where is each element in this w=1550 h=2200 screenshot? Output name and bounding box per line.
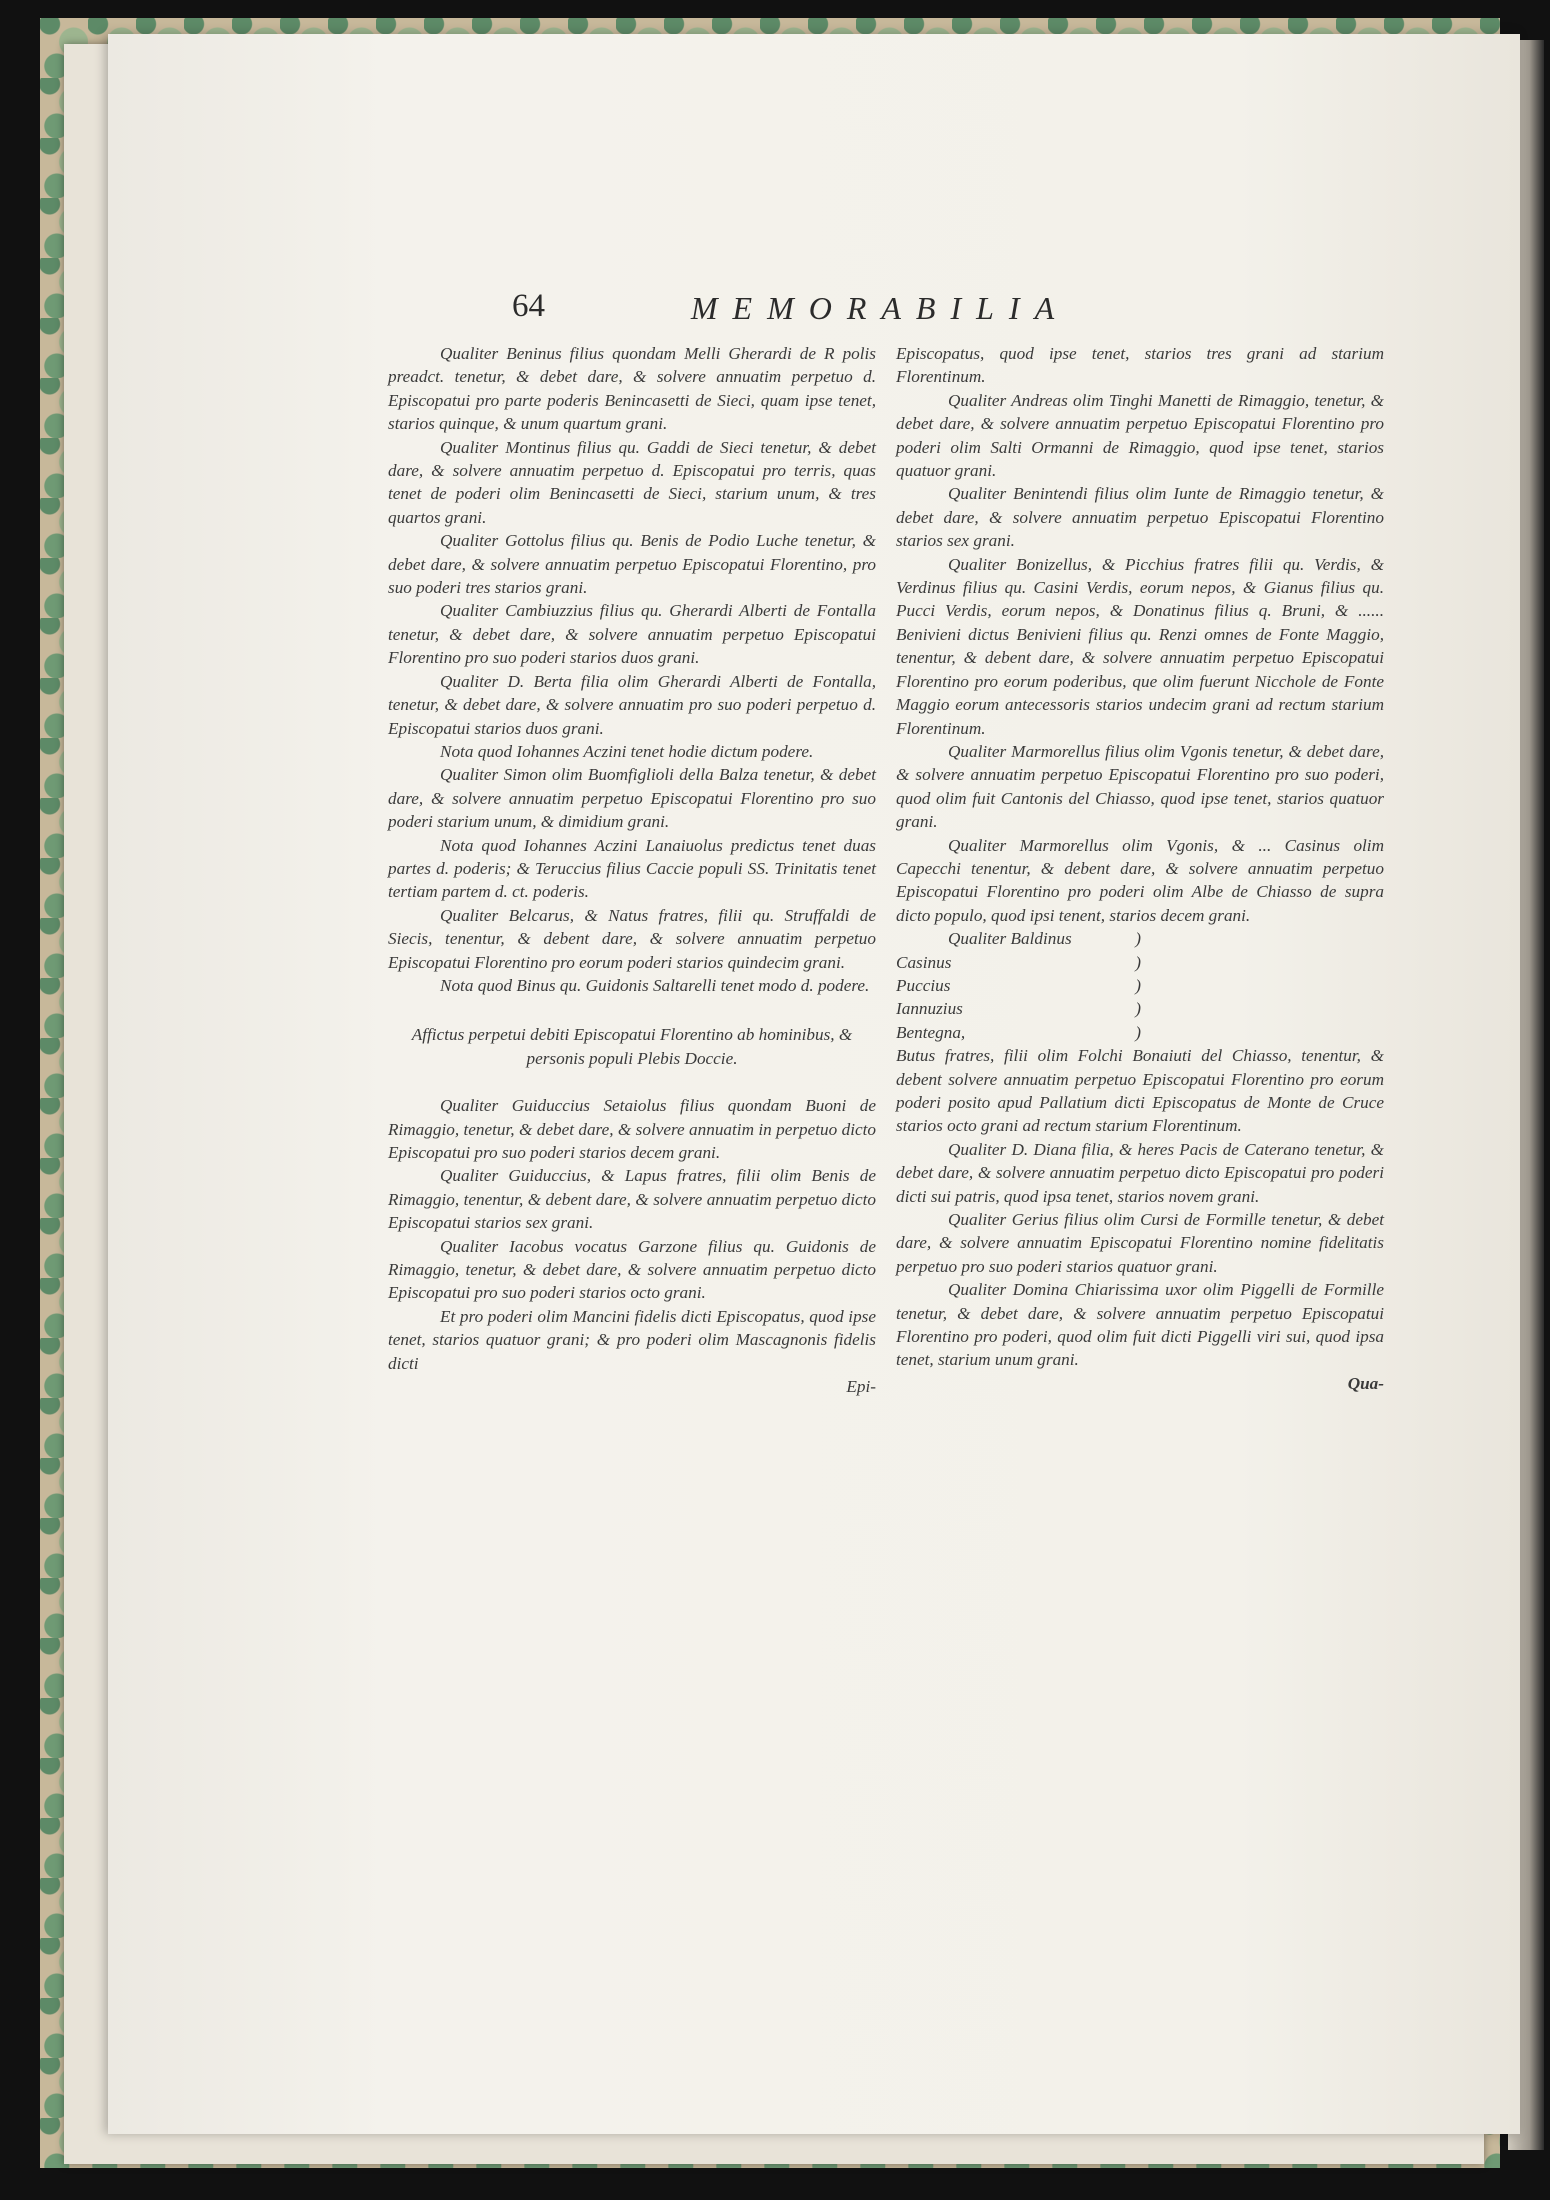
paragraph: Nota quod Binus qu. Guidonis Saltarelli tenet modo d. podere. <box>440 975 870 995</box>
running-title: MEMORABILIA <box>690 290 1070 326</box>
paragraph: Qualiter Bonizellus, & Picchius fratres filii qu. Verdis, & Verdinus filius qu. Casini Verdis, eorum nepos, & Gianus filius qu. Pucci Verdis, eorum nepos, & Donatinus filius q. Bruni, & ...... Benivieni dictus Benivieni filius qu. Renzi omnes de Fonte Maggio, tenentur, & debent dare, & solvere annuatim perpetuo Episcopatui Florentino pro eorum poderibus, que olim fuerunt Nicchole de Fonte Maggio eorum antecessoris starios undecim grani ad rectum starium Florentinum. <box>896 554 1384 738</box>
catchword: Epi- <box>846 1377 876 1397</box>
paragraph: Qualiter Gottolus filius qu. Benis de Podio Luche tenetur, & debet dare, & solvere annuatim perpetuo Episcopatui Florentino, pro suo poderi tres starios grani. <box>388 531 876 598</box>
paragraph: Qualiter Benintendi filius olim Iunte de Rimaggio tenetur, & debet dare, & solvere annuatim perpetuo Episcopatui Florentino starios sex grani. <box>896 484 1384 551</box>
paragraph: Qualiter Iacobus vocatus Garzone filius qu. Guidonis de Rimaggio, tenetur, & debet dare, & solvere annuatim perpetuo dicto Episcopatui pro suo poderi starios octo grani. <box>388 1236 876 1303</box>
list-item: Casinus ) <box>896 952 1141 972</box>
page-header <box>512 286 1248 334</box>
paragraph: Nota quod Iohannes Aczini tenet hodie dictum podere. <box>440 741 814 761</box>
paragraph: Episcopatus, quod ipse tenet, starios tres grani ad starium Florentinum. <box>896 344 1384 387</box>
paragraph: Qualiter Montinus filius qu. Gaddi de Sieci tenetur, & debet dare, & solvere annuatim perpetuo d. Episcopatui pro terris, quas tenet de poderi olim Benincasetti de Sieci, starium unum, & tres quartos grani. <box>388 437 876 527</box>
paragraph: Qualiter Guiduccius Setaiolus filius quondam Buoni de Rimaggio, tenetur, & debet dare, & solvere annuatim in perpetuo dicto Episcopatui pro suo poderi starios decem grani. <box>388 1096 876 1162</box>
left-column <box>388 342 876 1398</box>
paragraph: Qualiter Cambiuzzius filius qu. Gherardi Alberti de Fontalla tenetur, & debet dare, & solvere annuatim perpetuo Episcopatui Florentino pro suo poderi starios duos grani. <box>388 601 876 668</box>
paragraph: Qualiter Simon olim Buomfiglioli della Balza tenetur, & debet dare, & solvere annuatim perpetuo Episcopatui Florentino pro suo poderi starium unum, & dimidium grani. <box>388 765 876 832</box>
paragraph: Qualiter Marmorellus olim Vgonis, & ... Casinus olim Capecchi tenentur, & debent dare, & solvere annuatim perpetuo Episcopatui Florentino pro poderi olim Albe de Chiasso de supra dicto populo, quod ipsi tenent, starios decem grani. <box>896 835 1384 925</box>
paragraph: Qualiter Marmorellus filius olim Vgonis tenetur, & debet dare, & solvere annuatim perpetuo Episcopatui Florentino pro suo poderi, quod olim fuit Cantonis del Chiasso, quod ipse tenet, starios quatuor grani. <box>896 741 1384 832</box>
names-list <box>896 927 1384 1044</box>
list-item: Iannuzius ) <box>896 999 1141 1019</box>
right-column <box>896 342 1384 1395</box>
paragraph: Qualiter Domina Chiarissima uxor olim Piggelli de Formille tenetur, & debet dare, & solvere annuatim perpetuo Episcopatui Florentino pro poderi, quod olim fuit dicti Piggelli viri sui, quod ipsa tenet, starium unum grani. <box>896 1280 1384 1370</box>
paragraph: Butus fratres, filii olim Folchi Bonaiuti del Chiasso, tenentur, & debent solvere annuatim perpetuo Episcopatui Florentino pro eorum poderi posito apud Pallatium dicti Episcopatus de Monte de Cruce starios octo grani ad rectum starium Florentinum. <box>896 1046 1384 1136</box>
paragraph: Nota quod Iohannes Aczini Lanaiuolus predictus tenet duas partes d. poderis; & Teruccius filius Caccie populi SS. Trinitatis tenet tertiam partem d. ct. poderis. <box>388 835 876 902</box>
list-item: Bentegna, ) <box>896 1022 1141 1042</box>
paragraph: Qualiter Belcarus, & Natus fratres, filii qu. Struffaldi de Siecis, tenentur, & debent dare, & solvere annuatim perpetuo Episcopatui Florentino pro eorum poderi starios quindecim grani. <box>388 905 876 972</box>
paragraph: Qualiter Beninus filius quondam Melli Gherardi de R polis preadct. tenetur, & debet dare, & solvere annuatim perpetuo d. Episcopatui pro parte poderis Benincasetti de Sieci, quam ipse tenet, starios quinque, & unum quartum grani. <box>388 344 876 434</box>
paragraph: Et pro poderi olim Mancini fidelis dicti Episcopatus, quod ipse tenet, starios quatuor grani; & pro poderi olim Mascagnonis fidelis dicti <box>388 1306 876 1373</box>
list-item: Qualiter Baldinus ) <box>948 929 1141 949</box>
section-heading: Affictus perpetui debiti Episcopatui Florentino ab hominibus, & personis populi Plebis Doccie. <box>411 1025 853 1068</box>
paragraph: Qualiter D. Berta filia olim Gherardi Alberti de Fontalla, tenetur, & debet dare, & solvere annuatim pro suo poderi perpetuo d. Episcopatui starios duos grani. <box>388 671 876 738</box>
paragraph: Qualiter D. Diana filia, & heres Pacis de Caterano tenetur, & debet dare, & solvere annuatim perpetuo dicto Episcopatui pro poderi dicti sui patris, quod ipsa tenet, starios novem grani. <box>896 1139 1384 1206</box>
paragraph: Qualiter Guiduccius, & Lapus fratres, filii olim Benis de Rimaggio, tenentur, & debent dare, & solvere annuatim perpetuo dicto Episcopatui starios sex grani. <box>388 1166 876 1233</box>
paragraph: Qualiter Andreas olim Tinghi Manetti de Rimaggio, tenetur, & debet dare, & solvere annuatim perpetuo Episcopatui Florentino pro poderi olim Salti Ormanni de Rimaggio, quod ipse tenet, starios quatuor grani. <box>896 390 1384 481</box>
list-item: Puccius ) <box>896 975 1141 995</box>
paragraph: Qualiter Gerius filius olim Cursi de Formille tenetur, & debet dare, & solvere annuatim Episcopatui Florentino nomine fidelitatis perpetuo pro suo poderi starios quatuor grani. <box>896 1210 1384 1276</box>
catchword: Qua- <box>1347 1373 1384 1393</box>
page-number: 64 <box>512 288 545 324</box>
